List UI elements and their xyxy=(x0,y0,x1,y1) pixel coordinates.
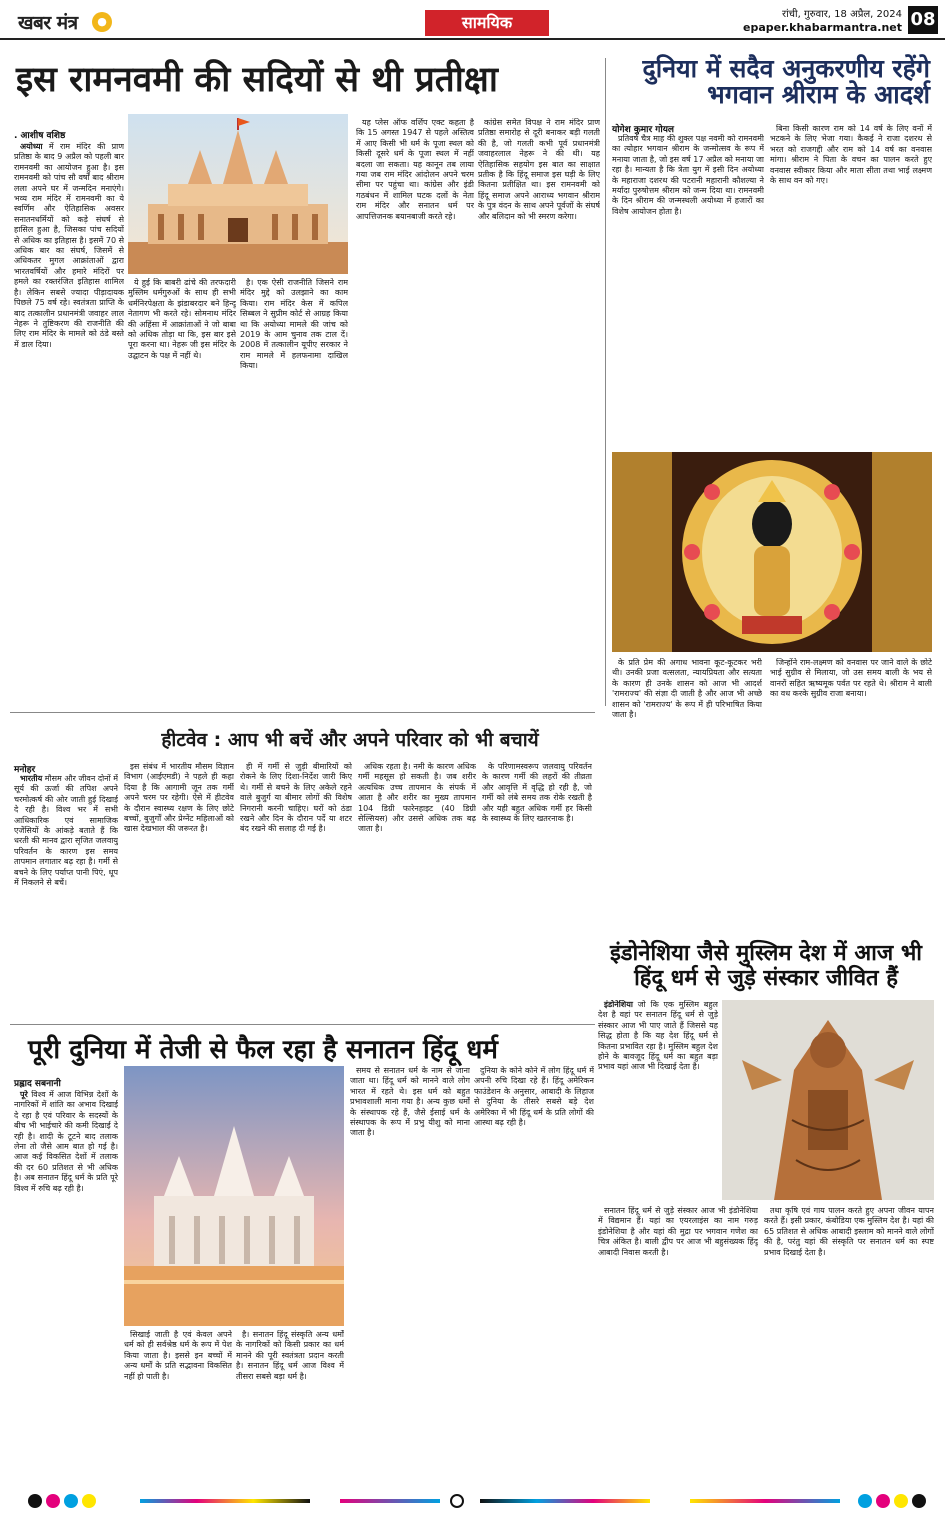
dateline xyxy=(706,8,902,34)
ram-lalla-photo xyxy=(612,452,932,652)
print-registration-bar xyxy=(0,1488,945,1517)
registration-mark-icon xyxy=(450,1494,464,1508)
indonesia-statue-photo xyxy=(722,1000,934,1200)
issue-date: रांची, गुरुवार, 18 अप्रैल, 2024 xyxy=(781,9,902,20)
section-divider xyxy=(10,712,595,713)
article2-column-3: के प्रति प्रेम की अगाध भावना कूट-कूटकर भरी थी। उनकी प्रजा वत्सलता, न्यायप्रियता और सत्यता के कारण ही उनके शासन को आज भी आदर्श 'रामराज्य' की संज्ञा दी जाती है और आज भी अच्छे शासन को 'रामराज्य' के रूप में ही परिभाषित किया जाता है। xyxy=(612,658,762,720)
section-divider-2 xyxy=(10,1024,595,1025)
article3-column-4: अधिक रहता है। नमी के कारण अधिक गर्मी महसूस हो सकती है। जब शरीर अत्यधिक उच्च तापमान के संपर्क में आता है और शरीर का मुख्य तापमान 104 डिग्री फारेनहाइट (40 डिग्री सेल्सियस) और उससे अधिक तक बढ़ जाता है। xyxy=(358,762,476,834)
article2-byline: योगेश कुमार गोयल xyxy=(612,125,675,135)
article1-column xyxy=(14,142,124,702)
article2-text2: जिन्होंने राम-लक्ष्मण को वनवास पर जाने वाले के छोटे भाई सुग्रीव से मिलाया, जो उस समय बाली के भय से वानरों सहित ऋष्यमूक पर्वत पर रहते थे। श्रीराम ने बाली का वध करके सुग्रीव राजा बनाया। xyxy=(770,658,932,699)
article4-text: जो कि एक मुस्लिम बहुल देश है वहां पर सनातन हिंदू धर्म से जुड़े संस्कार आज भी पाए जाते हैं जिससे यह सिद्ध होता है कि यह देश हिंदू धर्म से कितना प्रभावित रहा है। मुस्लिम बहुल देश होने के बावजूद हिंदू धर्म का बहुत बड़ा प्रभाव यहां आज भी दिखाई देता है। xyxy=(598,1000,718,1072)
article3-column-2: इस संबंध में भारतीय मौसम विज्ञान विभाग (आईएमडी) ने पहले ही कहा दिया है कि आगामी जून तक गर्मी अपने चरम पर रहेगी। ऐसे में हीटवेव के दौरान स्वास्थ्य रक्षण के लिए छोटे बच्चों, बुजुर्गों और प्रेग्नेंट महिलाओं को खास देखभाल की जरूरत है। xyxy=(124,762,234,834)
article1-headline: इस रामनवमी की सदियों से थी प्रतीक्षा xyxy=(16,60,498,100)
article5-column-4: समय से सनातन धर्म के नाम से जाना जाता था। हिंदू धर्म को मानने वाले लोग भारत में रहते थे। इस धर्म को बहुत प्रभावशाली माना गया है। अन्य कुछ धर्मों के संस्थापक रहे हैं, जैसे ईसाई धर्म के संस्थापक के रूप में प्रभु यीशु को माना जाता है। xyxy=(350,1066,470,1138)
article3-column-3: ही में गर्मी से जुड़ी बीमारियों को रोकने के लिए दिशा-निर्देश जारी किए थे। गर्मी से बचने के लिए अकेले रहने वाले बुजुर्ग या बीमार लोगों की विशेष निगरानी करनी चाहिए। घरों को ठंडा रखने और दिन के दौरान पर्दे या शटर बंद रखने की सलाह दी गई है। xyxy=(240,762,352,834)
article2-headline: दुनिया में सदैव अनुकरणीय रहेंगे भगवान श्रीराम के आदर्श xyxy=(642,54,930,110)
article5-byline: प्रह्लाद सबनानी xyxy=(14,1079,61,1089)
article3-byline: मनोहर xyxy=(14,765,36,775)
column-divider xyxy=(605,58,606,706)
article4-column-3: तथा कृषि एवं गाय पालन करते हुए अपना जीवन यापन करते हैं। इसी प्रकार, कंबोडिया एक मुस्लिम देश है। यहां की 65 प्रतिशत से अधिक आबादी इस्लाम को मानने वाले लोगों की है, परंतु यहां की संस्कृति पर सनातन धर्म का स्पष्ट प्रभाव दिखाई देता है। xyxy=(764,1206,934,1257)
article5-lead: पूरे xyxy=(20,1090,28,1099)
article4-headline: इंडोनेशिया जैसे मुस्लिम देश में आज भी हिंदू धर्म से जुड़े संस्कार जीवित हैं xyxy=(609,941,922,992)
article4-lead: इंडोनेशिया xyxy=(604,1000,633,1009)
epaper-url[interactable]: epaper.khabarmantra.net xyxy=(743,21,902,34)
article5-text: विश्व में आज विभिन्न देशों के नागरिकों में शांति का अभाव दिखाई दे रहा है एवं परिवार के सदस्यों के बीच भी भाईचारे की कमी दिखाई दे रही है। शादी के टूटने बाद तलाक लेना तो जैसे आम बात हो गई है। आज कई विकसित देशों में तलाक की दर 60 प्रतिशत से भी अधिक है। अब सनातन हिंदू धर्म के प्रति पूरे विश्व में रुचि बढ़ रही है। xyxy=(14,1090,118,1193)
article1-column-2: ये हुई कि बाबरी ढांचे की तरफदारी मुस्लिम धर्मगुरुओं के साथ ही सभी धर्मनिरपेक्षता के झंडाबरदार बने हिन्दू नेतागण भी करते रहे। सोमनाथ मंदिर की अहिंसा में आक्रांताओं ने जो बाबा को अधिक तोड़ा था कि, इस बार इसे पूरा करना था। नेहरू जी इस मंदिर के उद्घाटन के पक्ष में नहीं थे। xyxy=(128,278,236,360)
page-number: 08 xyxy=(908,6,938,34)
article3-headline: हीटवेव : आप भी बचें और अपने परिवार को भी बचायें xyxy=(161,729,539,751)
article3-column-5: के परिणामस्वरूप जलवायु परिवर्तन के कारण गर्मी की लहरों की तीव्रता और आवृत्ति में वृद्धि हो रही है, जो गर्मी को लंबे समय तक रोके रखती है और यही बहुत अधिक गर्मी हर किसी के स्वास्थ्य के लिए खतरनाक है। xyxy=(482,762,592,824)
section-tag: सामयिक xyxy=(425,10,549,36)
article1-lead: अयोध्या xyxy=(20,142,43,151)
ram-mandir-photo xyxy=(128,114,348,274)
article5-column-3: है। सनातन हिंदू संस्कृति अन्य धर्मों के नागरिकों को किसी प्रकार का धर्म मानने की पूरी स्वतंत्रता प्रदान करती है। सनातन हिंदू धर्म आज विश्व में तीसरा सबसे बड़ा धर्म है। xyxy=(236,1330,344,1381)
article5-column-2: सिखाई जाती है एवं केवल अपने धर्म को ही सर्वश्रेष्ठ धर्म के रूप में पेश किया जाता है। इससे इन बच्चों में अन्य धर्मों के प्रति सद्भावना विकसित नहीं हो पाती है। xyxy=(124,1330,232,1381)
article3-column xyxy=(14,774,118,1020)
article2-column xyxy=(612,134,764,446)
article3-lead: भारतीय xyxy=(20,774,43,783)
article5-column-5: दुनिया के कोने कोने में लोग हिंदू धर्म में अपनी रुचि दिखा रहे हैं। हिंदू अमेरिकन फाउंडेशन के अनुसार, आबादी के लिहाज से दुनिया के तीसरे सबसे बड़े देश अमेरिका में भी हिंदू धर्म के प्रति लोगों की आस्था बढ़ रही है। xyxy=(474,1066,594,1128)
article4-column xyxy=(598,1000,718,1200)
article1-column-5: कांग्रेस समेत विपक्ष ने राम मंदिर प्राण प्रतिष्ठा समारोह से दूरी बनाकर बड़ी गलती की है, जो गलती कभी पूर्व प्रधानमंत्री जवाहरलाल नेहरू ने की थी। यह ऐतिहासिक सहयोग इस बात का साक्षात प्रतीक है कि हिंदू समाज इस घड़ी के लिए कितना प्रतीक्षित था। इस रामनवमी को हिंदू समाज अपने आराध्य भगवान श्रीराम के पुत्र वंदन के साथ अपने पूर्वजों के संघर्ष और बलिदान को भी स्मरण करेगा। xyxy=(478,118,600,221)
article1-byline: . आशीष वशिष्ठ xyxy=(14,131,66,141)
article2-column-2: बिना किसी कारण राम को 14 वर्ष के लिए वनों में भटकने के लिए भेजा गया। कैकई ने राजा दशरथ से भरत को राजगद्दी और राम को 14 वर्ष का वनवास मांगा। श्रीराम ने पिता के वचन का पालन करते हुए वनवास स्वीकार किया और माता सीता तथा भाई लक्ष्मण के साथ वन को गए। xyxy=(770,124,932,186)
logo-badge-icon: ● xyxy=(92,12,112,32)
article5-headline: पूरी दुनिया में तेजी से फैल रहा है सनातन हिंदू धर्म xyxy=(28,1035,498,1065)
article3-text: मौसम और जीवन दोनों में सूर्य की ऊर्जा की तपिश अपने चरमोत्कर्ष की ओर जाती हुई दिखाई दे रही है। विश्व भर में सभी आधिकारिक एवं सामाजिक एजेंसियों के आंकड़े बताते हैं कि धरती की मानव द्वारा सृजित जलवायु परिवर्तन के कारण इस समय तापमान लगातार बढ़ रहा है। गर्मी से बचने के लिए पर्याप्त पानी पिएं, धूप में निकलने से बचें। xyxy=(14,774,118,888)
article1-column-4: यह प्लेस ऑफ वर्शिप एक्ट कहता है कि 15 अगस्त 1947 से पहले अस्तित्व में आए किसी भी धर्म के पूजा स्थल को किसी दूसरे धर्म के पूजा स्थल में नहीं बदला जा सकता। यह कानून तब लाया गया जब राम मंदिर आंदोलन अपने चरम सीमा पर पहुंचा था। कांग्रेस और इंडी गठबंधन में शामिल घटक दलों के नेता राम मंदिर और सनातन धर्म पर आपत्तिजनक बयानबाजी करते रहे। xyxy=(356,118,474,221)
article5-column xyxy=(14,1090,118,1482)
article1-column-3: है। एक ऐसी राजनीति जिसने राम मंदिर मुद्दे को उलझाने का काम किया। राम मंदिर केस में कपिल सिब्बल ने सुप्रीम कोर्ट से आग्रह किया था कि अयोध्या मामले की जांच को 2019 के आम चुनाव तक टाल दें। 2008 में तत्कालीन यूपीए सरकार ने राम मामले में हलफनामा दाखिल किया। xyxy=(240,278,348,371)
article4-column-2: सनातन हिंदू धर्म से जुड़े संस्कार आज भी इंडोनेशिया में विद्यमान हैं। यहां का एयरलाइंस का नाम गरुड़ इंडोनेशिया है और यहां की मुद्रा पर भगवान गणेश का चित्र अंकित है। बाली द्वीप पर आज भी बहुसंख्यक हिंदू आबादी निवास करती है। xyxy=(598,1206,758,1257)
article2-text: प्रतिवर्ष चैत्र माह की शुक्ल पक्ष नवमी को रामनवमी का त्योहार भगवान श्रीराम के जन्मोत्सव के रूप में मनाया जाता है, जो इस वर्ष 17 अप्रैल को मनाया जा रहा है। मान्यता है कि त्रेता युग में इसी दिन अयोध्या के महाराजा दशरथ की पटरानी महारानी कौशल्या ने मर्यादा पुरुषोत्तम श्रीराम को जन्म दिया था। रामनवमी के दिन श्रीराम की जन्मस्थली अयोध्या में हजारों का विशेष आयोजन होता है। xyxy=(612,134,764,216)
akshardham-temple-photo xyxy=(124,1066,344,1326)
article1-text: में राम मंदिर की प्राण प्रतिष्ठा के बाद 9 अप्रैल को पहली बार रामनवमी का आयोजन हुआ है। इस रामनवमी को पांच सौ वर्षों बाद श्रीराम लला अपने घर में जन्मदिन मनाएंगे। भव्य राम मंदिर में रामनवमी का ये स्वर्णिम और ऐतिहासिक अवसर सनातनधर्मियों को कड़े संघर्ष से हासिल हुआ है, जिसका पांच सदियों से अधिक का इतिहास है। इसमें 70 से अधिक बार का संघर्ष, जिसमें से अधिकतर मुगल आक्रांताओं द्वारा भारतवर्षियों और हमारे मंदिरों पर हमले का रक्तरंजित इतिहास शामिल है। लेकिन सबसे ज्यादा पीड़ादायक पिछले 75 वर्ष रहे। स्वतंत्रता प्राप्ति के बाद तत्कालीन प्रधानमंत्री जवाहर लाल नेहरू ने तुष्टिकरण की राजनीति की लिए राम मंदिर के मामले को ठंडे बस्ते में डाल दिया। xyxy=(14,142,124,349)
newspaper-logo: खबर मंत्र xyxy=(18,12,78,34)
article2-column-4 xyxy=(770,658,932,928)
